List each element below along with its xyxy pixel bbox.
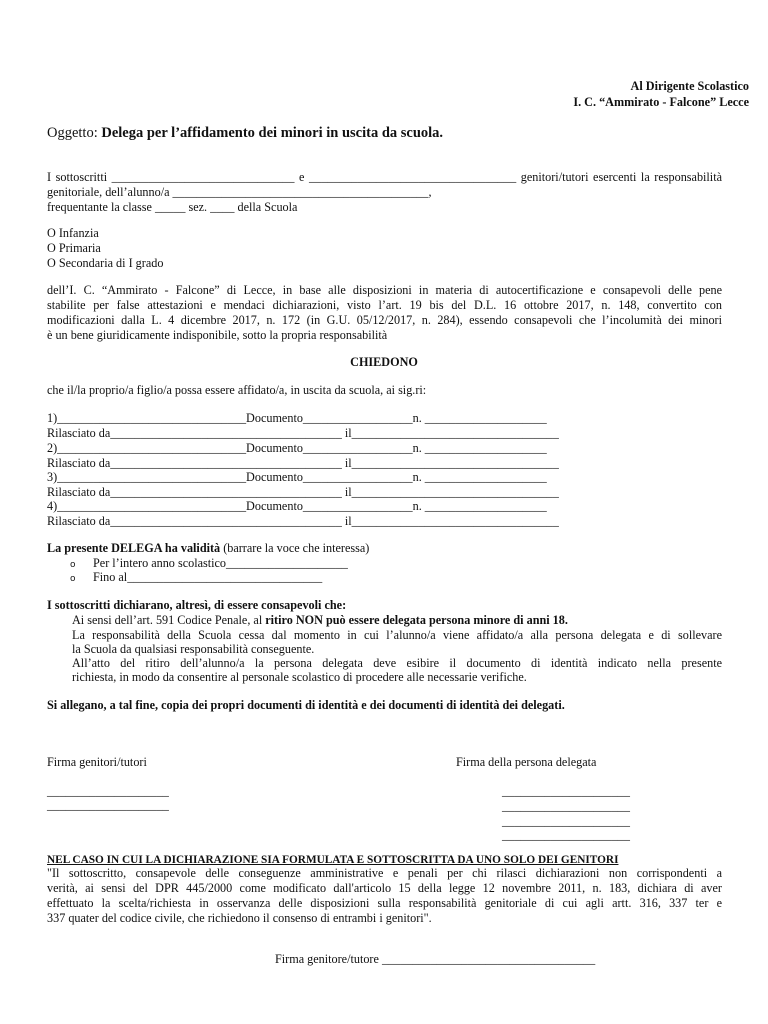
- delegate-signature-line-3[interactable]: _____________________: [502, 814, 630, 828]
- awareness-item-3-line-1: All’atto del ritiro dell’alunno/a la persona delegata deve esibire il documento di identità indicato nella presente: [72, 656, 722, 670]
- awareness-item-2-line-2: la Scuola da qualsiasi responsabilità conseguente.: [72, 642, 315, 656]
- validity-option-until[interactable]: [70, 570, 76, 587]
- validity-note: (barrare la voce che interessa): [220, 541, 370, 555]
- delegate-signature-line-1[interactable]: _____________________: [502, 784, 630, 798]
- awareness-item-2-line-1: La responsabilità della Scuola cessa dal momento in cui l’alunno/a viene affidato/a alla persona delegata e di sollevare: [72, 628, 722, 642]
- parent-signature-line-2[interactable]: ____________________: [47, 798, 169, 812]
- parents-signature-label: Firma genitori/tutori: [47, 755, 147, 769]
- declaration-line-4: è un bene giuridicamente indisponibile, sotto la propria responsabilità: [47, 328, 388, 342]
- single-parent-line-1: "Il sottoscritto, consapevole delle conseguenze amministrative e penali per chi rilasci dichiarazioni non corrispondenti a: [47, 866, 722, 880]
- declaration-line-3: modificazioni dalla L. 4 dicembre 2017, n. 172 (in G.U. 05/12/2017, n. 284), essendo consapevoli che l’incolumità dei minori: [47, 313, 722, 327]
- delegate-2-line-2[interactable]: Rilasciato da______________________________________ il__________________________________: [47, 456, 559, 470]
- attachments-note: Si allegano, a tal fine, copia dei propri documenti di identità e dei documenti di identità dei delegati.: [47, 698, 565, 712]
- delegate-4-line-2[interactable]: Rilasciato da______________________________________ il__________________________________: [47, 514, 559, 528]
- request-heading: CHIEDONO: [350, 355, 418, 369]
- single-parent-line-2: verità, ai sensi del DPR 445/2000 come modificato dall'articolo 15 della legge 12 novembre 2011, n. 183, dichiara di aver: [47, 881, 722, 895]
- validity-heading: [47, 541, 369, 556]
- delegate-4-line-1[interactable]: 4)_______________________________Documento__________________n. ____________________: [47, 499, 547, 513]
- single-parent-heading: NEL CASO IN CUI LA DICHIARAZIONE SIA FORMULATA E SOTTOSCRITTA DA UNO SOLO DEI GENITORI: [47, 854, 619, 866]
- delegate-3-line-1[interactable]: 3)_______________________________Documento__________________n. ____________________: [47, 470, 547, 484]
- validity-option-year-text[interactable]: Per l’intero anno scolastico____________________: [93, 556, 348, 570]
- declaration-line-1: dell’I. C. “Ammirato - Falcone” di Lecce, in base alle disposizioni in materia di autocertificazione e consapevoli delle pene: [47, 283, 722, 297]
- request-text: che il/la proprio/a figlio/a possa essere affidato/a, in uscita da scuola, ai sig.ri:: [47, 383, 427, 397]
- delegate-1-line-1[interactable]: 1)_______________________________Documento__________________n. ____________________: [47, 411, 547, 425]
- final-signature-line[interactable]: Firma genitore/tutore ___________________________________: [275, 952, 596, 966]
- awareness-item-1: [72, 613, 568, 628]
- delegate-signature-label: Firma della persona delegata: [456, 755, 597, 769]
- option-secondaria[interactable]: O Secondaria di I grado: [47, 256, 164, 270]
- intro-line-3: frequentante la classe _____ sez. ____ della Scuola: [47, 200, 298, 214]
- single-parent-line-4: 337 quater del codice civile, che richiedono il consenso di entrambi i genitori".: [47, 911, 432, 925]
- option-infanzia[interactable]: O Infanzia: [47, 226, 99, 240]
- delegate-3-line-2[interactable]: Rilasciato da______________________________________ il__________________________________: [47, 485, 559, 499]
- bullet-circle-icon: o: [70, 574, 76, 584]
- subject-line: [47, 124, 443, 142]
- awareness-item-1-text: Ai sensi dell’art. 591 Codice Penale, al: [72, 613, 266, 627]
- intro-line-1: I sottoscritti ______________________________ e __________________________________ genitori/tutori esercenti la responsabilità: [47, 170, 722, 184]
- delegate-signature-line-4[interactable]: _____________________: [502, 828, 630, 842]
- validity-option-until-text[interactable]: Fino al________________________________: [93, 570, 323, 584]
- subject-text: Delega per l’affidamento dei minori in uscita da scuola.: [97, 125, 444, 141]
- parent-signature-line-1[interactable]: ____________________: [47, 784, 169, 798]
- subject-label: Oggetto:: [47, 125, 98, 141]
- recipient-line-1: Al Dirigente Scolastico: [630, 79, 749, 93]
- delegate-1-line-2[interactable]: Rilasciato da______________________________________ il__________________________________: [47, 426, 559, 440]
- intro-line-2: genitoriale, dell’alunno/a __________________________________________,: [47, 185, 432, 199]
- delegate-signature-line-2[interactable]: _____________________: [502, 799, 630, 813]
- awareness-item-3-line-2: richiesta, in modo da consentire al personale scolastico di procedere alle necessarie verifiche.: [72, 670, 527, 684]
- declaration-line-2: stabilite per false attestazioni e mendaci dichiarazioni, visto l’art. 19 bis del D.L. 16 ottobre 2017, n. 148, convertito con: [47, 298, 722, 312]
- validity-label: La presente DELEGA ha validità: [47, 541, 221, 555]
- delegate-2-line-1[interactable]: 2)_______________________________Documento__________________n. ____________________: [47, 441, 547, 455]
- awareness-heading: I sottoscritti dichiarano, altresì, di essere consapevoli che:: [47, 598, 347, 612]
- recipient-line-2: I. C. “Ammirato - Falcone” Lecce: [573, 95, 749, 109]
- option-primaria[interactable]: O Primaria: [47, 241, 101, 255]
- single-parent-line-3: effettuato la scelta/richiesta in osservanza delle disposizioni sulla responsabilità genitoriale di cui agli artt. 316, 337 ter e: [47, 896, 722, 910]
- awareness-item-1-bold: ritiro NON può essere delegata persona minore di anni 18.: [265, 613, 568, 627]
- bullet-circle-icon: o: [70, 560, 76, 570]
